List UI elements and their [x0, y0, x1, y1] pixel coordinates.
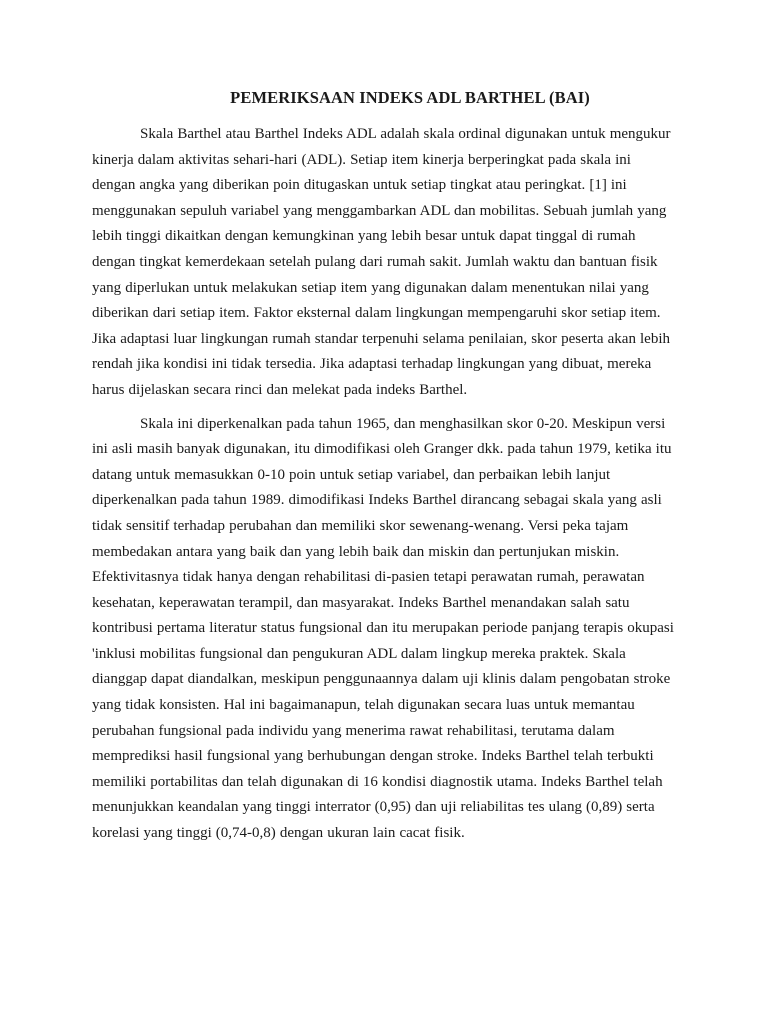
paragraph-barthel-scale-history: Skala ini diperkenalkan pada tahun 1965, dan menghasilkan skor 0-20. Meskipun versi ini asli masih banyak digunakan, itu dimodifikasi oleh Granger dkk. pada tahun 1979, ketika itu datang untuk memasukkan 0-10 poin untuk setiap variabel, dan perbaikan lebih lanjut diperkenalkan pada tahun 1989. dimodifikasi Indeks Barthel dirancang sebagai skala yang asli tidak sensitif terhadap perubahan dan memiliki skor sewenang-wenang. Versi peka tajam membedakan antara yang baik dan yang lebih baik dan miskin dan pertunjukan miskin. Efektivitasnya tidak hanya dengan rehabilitasi di-pasien tetapi perawatan rumah, perawatan kesehatan, keperawatan terampil, dan masyarakat. Indeks Barthel menandakan salah satu kontribusi pertama literatur status fungsional dan itu merupakan periode panjang terapis okupasi 'inklusi mobilitas fungsional dan pengukuran ADL dalam lingkup mereka praktek. Skala dianggap dapat diandalkan, meskipun penggunaannya dalam uji klinis dalam pengobatan stroke yang tidak konsisten. Hal ini bagaimanapun, telah digunakan secara luas untuk memantau perubahan fungsional pada individu yang menerima rawat rehabilitasi, terutama dalam memprediksi hasil fungsional yang berhubungan dengan stroke. Indeks Barthel telah terbukti memiliki portabilitas dan telah digunakan di 16 kondisi diagnostik utama. Indeks Barthel telah menunjukkan keandalan yang tinggi interrator (0,95) dan uji reliabilitas tes ulang (0,89) serta korelasi yang tinggi (0,74-0,8) dengan ukuran lain cacat fisik. [92, 415, 674, 842]
paragraph-barthel-scale-definition: Skala Barthel atau Barthel Indeks ADL adalah skala ordinal digunakan untuk mengukur kinerja dalam aktivitas sehari-hari (ADL). Setiap item kinerja berperingkat pada skala ini dengan angka yang diberikan poin ditugaskan untuk setiap tingkat atau peringkat. [1] ini menggunakan sepuluh variabel yang menggambarkan ADL dan mobilitas. Sebuah jumlah yang lebih tinggi dikaitkan dengan kemungkinan yang lebih besar untuk dapat tinggal di rumah dengan tingkat kemerdekaan setelah pulang dari rumah sakit. Jumlah waktu dan bantuan fisik yang diperlukan untuk melakukan setiap item yang digunakan dalam menentukan nilai yang diberikan dari setiap item. Faktor eksternal dalam lingkungan mempengaruhi skor setiap item. Jika adaptasi luar lingkungan rumah standar terpenuhi selama penilaian, skor peserta akan lebih rendah jika kondisi ini tidak tersedia. Jika adaptasi terhadap lingkungan yang dibuat, mereka harus dijelaskan secara rinci dan melekat pada indeks Barthel. [92, 126, 671, 398]
document-title: PEMERIKSAAN INDEKS ADL BARTHEL (BAI) [230, 88, 590, 107]
document-body [92, 122, 676, 855]
